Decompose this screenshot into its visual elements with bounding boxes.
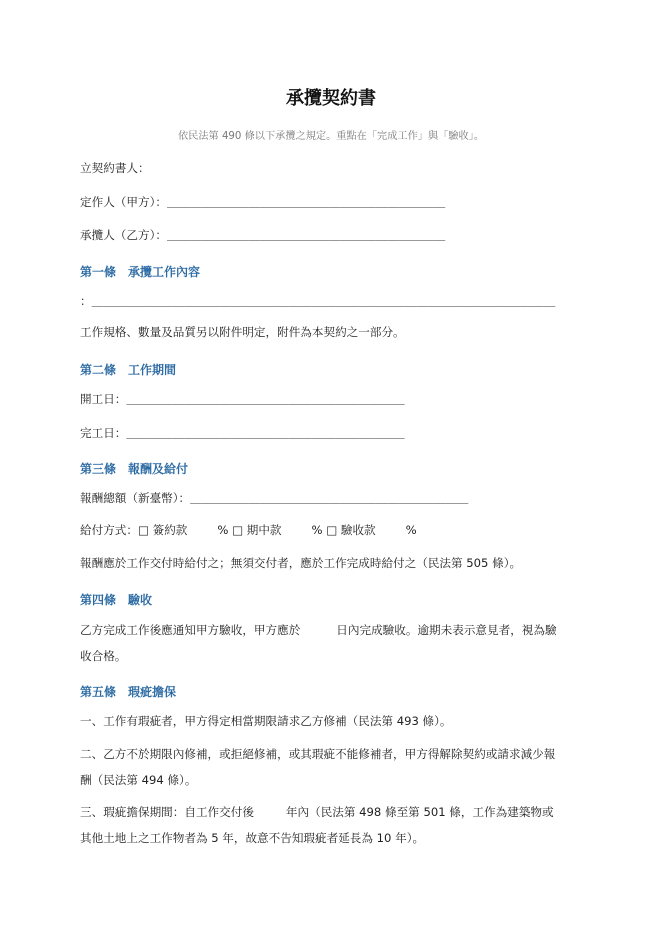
article-2-heading: 第二條 工作期間 [80,363,177,377]
article-1-blank-line: ：＿＿＿＿＿＿＿＿＿＿＿＿＿＿＿＿＿＿＿＿＿＿＿＿＿＿＿＿＿＿＿＿＿＿＿＿＿＿＿＿ [80,294,556,308]
contractor-line: 承攬人（乙方）：＿＿＿＿＿＿＿＿＿＿＿＿＿＿＿＿＿＿＿＿＿＿＿＿ [80,228,446,242]
end-date-line: 完工日：＿＿＿＿＿＿＿＿＿＿＿＿＿＿＿＿＿＿＿＿＿＿＿＿ [80,426,405,440]
employer-line: 定作人（甲方）：＿＿＿＿＿＿＿＿＿＿＿＿＿＿＿＿＿＿＿＿＿＿＿＿ [80,195,446,209]
total-payment-line: 報酬總額（新臺幣）：＿＿＿＿＿＿＿＿＿＿＿＿＿＿＿＿＿＿＿＿＿＿＿＿ [80,491,469,505]
document-title: 承攬契約書 [286,88,376,109]
article-4-text-b: 日內完成驗收。逾期未表示意見者，視為驗 [336,623,557,637]
article-1-text: 工作規格、數量及品質另以附件明定，附件為本契約之一部分。 [80,325,405,339]
article-5-item-2-line-2: 酬（民法第 494 條）。 [80,773,197,787]
article-4-text-a: 乙方完成工作後應通知甲方驗收，甲方應於 [80,623,301,637]
start-date-line: 開工日：＿＿＿＿＿＿＿＿＿＿＿＿＿＿＿＿＿＿＿＿＿＿＿＿ [80,392,405,406]
article-5-heading: 第五條 瑕疵擔保 [80,685,177,699]
article-3-text: 報酬應於工作交付時給付之；無須交付者，應於工作完成時給付之（民法第 505 條）。 [80,556,522,570]
parties-intro: 立契約書人： [80,161,150,175]
payment-method-label: 給付方式： [80,523,138,537]
payment-method-line [80,522,417,538]
article-5-item-3-text-a: 三、瑕疵擔保期間：自工作交付後 [80,805,254,819]
article-1-heading: 第一條 承攬工作內容 [80,265,201,279]
article-4-line-1 [80,622,557,638]
article-4-line-2: 收合格。 [80,649,127,663]
signing-payment-option: □ 簽約款 [137,523,188,537]
article-5-item-3-line-2: 其他土地上之工作物者為 5 年，故意不告知瑕疵者延長為 10 年）。 [80,831,425,845]
article-3-heading: 第三條 報酬及給付 [80,462,189,476]
article-5-item-1: 一、工作有瑕疵者，甲方得定相當期限請求乙方修補（民法第 493 條）。 [80,714,452,728]
document-subtitle: 依民法第 490 條以下承攬之規定。重點在「完成工作」與「驗收」。 [177,131,485,142]
article-5-item-3-line-1 [80,804,554,820]
article-5-item-2-line-1: 二、乙方不於期限內修補，或拒絕修補，或其瑕疵不能修補者，甲方得解除契約或請求減少報 [80,747,556,761]
article-4-heading: 第四條 驗收 [80,593,153,607]
midterm-payment-option: % □ 期中款 [217,523,282,537]
article-5-item-3-text-b: 年內（民法第 498 條至第 501 條，工作為建築物或 [285,805,554,819]
acceptance-payment-option: % □ 驗收款 [311,523,376,537]
percent-mark: % [405,523,417,537]
